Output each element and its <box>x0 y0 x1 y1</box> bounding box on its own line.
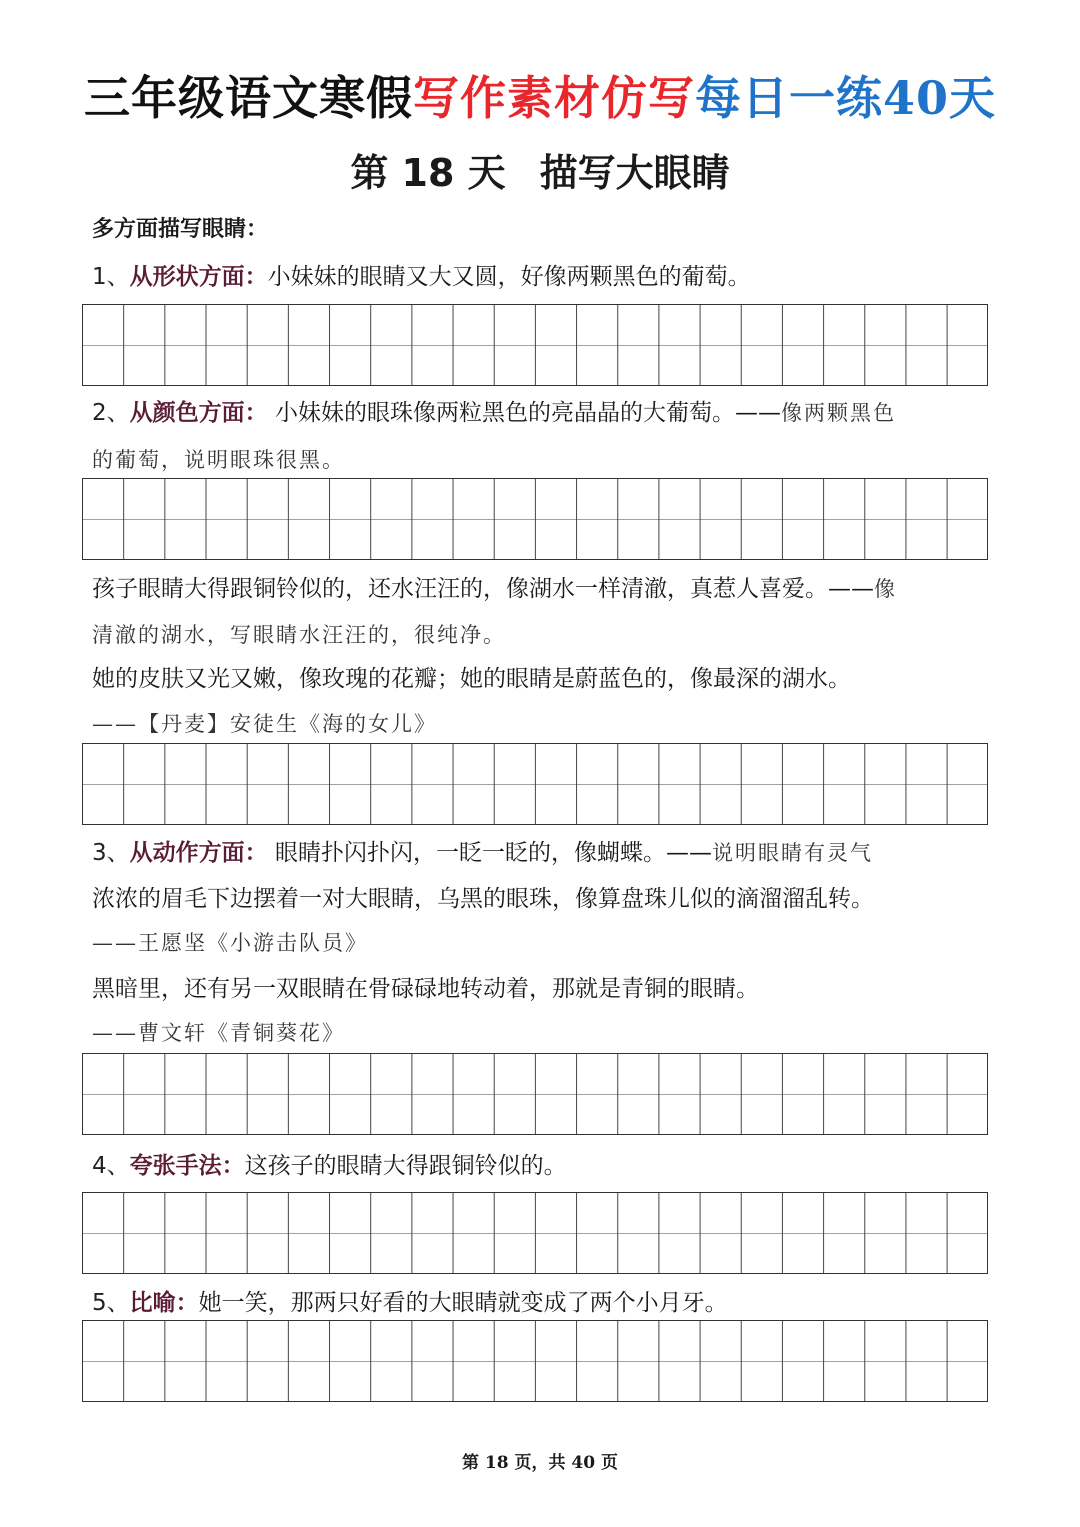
writing-grid-1[interactable] <box>82 304 988 386</box>
example-note-line: 清澈的湖水，写眼睛水汪汪的，很纯净。 <box>92 623 506 647</box>
section-4-line <box>92 1149 567 1183</box>
section-number: 3、 <box>92 840 130 866</box>
section-2-line <box>92 396 896 430</box>
section-heading: 从形状方面： <box>129 264 268 290</box>
example-source: ——【丹麦】安徒生《海的女儿》 <box>92 712 437 736</box>
writing-grid-6[interactable] <box>82 1320 988 1402</box>
writing-grid-2[interactable] <box>82 478 988 560</box>
section-heading: 夸张手法： <box>129 1153 245 1179</box>
day-subtitle <box>0 142 1080 197</box>
section-1-line <box>92 260 751 294</box>
example-line: 浓浓的眉毛下边摆着一对大眼睛，乌黑的眼珠，像算盘珠儿似的滴溜溜乱转。 <box>92 886 874 912</box>
section-number: 4、 <box>92 1153 130 1179</box>
example-note: 像 <box>874 577 897 601</box>
section-heading: 从动作方面： <box>129 840 268 866</box>
intro-text: 多方面描写眼睛： <box>92 217 269 242</box>
writing-grid-4[interactable] <box>82 1053 988 1135</box>
example-line: 她的皮肤又光又嫩，像玫瑰的花瓣；她的眼睛是蔚蓝色的，像最深的湖水。 <box>92 666 851 692</box>
section-text: 这孩子的眼睛大得跟铜铃似的。 <box>244 1153 567 1179</box>
section-heading: 从颜色方面： <box>129 400 268 426</box>
example-line <box>92 572 897 606</box>
section-2-note-line: 的葡萄，说明眼珠很黑。 <box>92 448 345 472</box>
topic-label: 描写大眼睛 <box>539 151 730 195</box>
title-part-1: 三年级语文寒假 <box>83 71 413 125</box>
title-part-3: 每日一练40天 <box>694 71 996 125</box>
section-text: 小妹妹的眼珠像两粒黑色的亮晶晶的大葡萄。—— <box>267 400 781 426</box>
section-note: 像两颗黑色 <box>780 401 896 425</box>
day-label: 第 18 天 <box>350 151 506 195</box>
title-part-2: 写作素材仿写 <box>412 71 695 125</box>
example-source: ——曹文轩《青铜葵花》 <box>92 1021 345 1045</box>
section-note: 说明眼睛有灵气 <box>711 841 873 865</box>
writing-grid-5[interactable] <box>82 1192 988 1274</box>
page-footer: 第 18 页，共 40 页 <box>462 1453 618 1473</box>
page-title <box>0 62 1080 126</box>
section-number: 5、 <box>92 1290 130 1316</box>
example-line: 黑暗里，还有另一双眼睛在骨碌碌地转动着，那就是青铜的眼睛。 <box>92 976 759 1002</box>
section-number: 1、 <box>92 264 130 290</box>
section-text: 眼睛扑闪扑闪，一眨一眨的，像蝴蝶。—— <box>267 840 712 866</box>
section-text: 她一笑，那两只好看的大眼睛就变成了两个小月牙。 <box>198 1290 728 1316</box>
example-text: 孩子眼睛大得跟铜铃似的，还水汪汪的，像湖水一样清澈，真惹人喜爱。—— <box>92 576 874 602</box>
section-heading: 比喻： <box>129 1290 199 1316</box>
section-3-line <box>92 836 873 870</box>
section-5-line <box>92 1286 728 1320</box>
section-text: 小妹妹的眼睛又大又圆，好像两颗黑色的葡萄。 <box>267 264 751 290</box>
section-number: 2、 <box>92 400 130 426</box>
example-source: ——王愿坚《小游击队员》 <box>92 931 368 955</box>
writing-grid-3[interactable] <box>82 743 988 825</box>
